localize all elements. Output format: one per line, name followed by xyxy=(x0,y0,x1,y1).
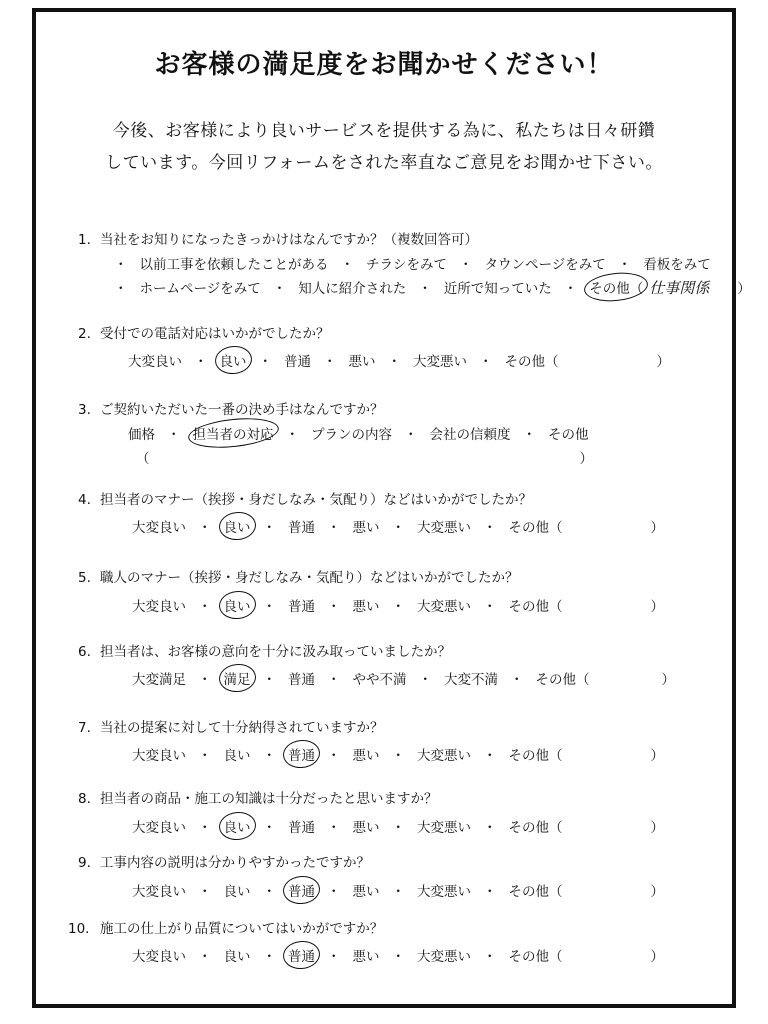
question-3-other-field xyxy=(136,447,593,467)
bullet-separator: ・ xyxy=(563,281,578,297)
question-7 xyxy=(78,716,384,736)
question-number: 2. xyxy=(78,326,91,342)
option[interactable]: 大変悪い xyxy=(417,520,471,536)
question-number: 10. xyxy=(68,921,90,937)
question-8-options: 大変良い ・ 良い ・ 普通 ・ 悪い ・ 大変悪い ・ その他（ ） xyxy=(130,816,664,836)
question-text: 当社をお知りになったきっかけはなんですか？（複数回答可） xyxy=(100,232,478,248)
question-number: 3. xyxy=(78,402,91,418)
option[interactable]: 価格 xyxy=(128,427,155,443)
option[interactable]: 悪い xyxy=(348,354,376,370)
option[interactable]: プランの内容 xyxy=(311,427,392,443)
option[interactable]: タウンページをみて xyxy=(484,257,606,273)
option[interactable]: その他（ xyxy=(535,672,590,688)
option[interactable]: 良い xyxy=(223,884,251,900)
question-6-options: 大変満足 ・ 満足 ・ 普通 ・ やや不満 ・ 大変不満 ・ その他（ ） xyxy=(130,668,675,688)
bullet-separator: ・ xyxy=(617,257,632,273)
option[interactable]: 普通 xyxy=(288,672,315,688)
option[interactable]: その他（ xyxy=(508,599,563,615)
bullet-separator: ・ xyxy=(418,281,432,297)
opening-paren: （ xyxy=(136,451,150,467)
question-6 xyxy=(78,640,451,660)
option-selected[interactable]: 普通 xyxy=(286,945,317,965)
question-number: 9. xyxy=(78,855,91,871)
option[interactable]: 知人に紹介された xyxy=(298,281,407,297)
option[interactable]: 悪い xyxy=(352,884,380,900)
bullet-separator: ・ xyxy=(114,281,128,297)
option[interactable]: 看板をみて xyxy=(643,257,711,273)
question-9-options: 大変良い ・ 良い ・ 普通 ・ 悪い ・ 大変悪い ・ その他（ ） xyxy=(130,880,664,900)
question-number: 7. xyxy=(78,720,91,736)
option[interactable]: 悪い xyxy=(352,748,380,764)
option-selected[interactable]: 普通 xyxy=(286,744,317,764)
bullet-separator: ・ xyxy=(272,281,287,297)
closing-paren: ） xyxy=(650,599,664,615)
option-selected[interactable]: 良い xyxy=(222,816,253,836)
option[interactable]: 大変良い xyxy=(132,820,186,836)
bullet-separator: ・ xyxy=(114,257,128,273)
option[interactable]: 普通 xyxy=(288,599,315,615)
option[interactable]: 悪い xyxy=(352,599,380,615)
question-8 xyxy=(78,787,438,807)
option[interactable]: 普通 xyxy=(288,520,315,536)
question-text: ご契約いただいた一番の決め手はなんですか？ xyxy=(100,402,384,418)
question-7-options: 大変良い ・ 良い ・ 普通 ・ 悪い ・ 大変悪い ・ その他（ ） xyxy=(130,744,664,764)
option[interactable]: その他（ xyxy=(508,884,563,900)
option[interactable]: その他（ xyxy=(508,949,563,965)
page-title: お客様の満足度をお聞かせください！ xyxy=(154,50,614,80)
option[interactable]: 大変悪い xyxy=(417,884,471,900)
option[interactable]: その他（ xyxy=(504,354,559,370)
question-number: 4. xyxy=(78,492,91,508)
option[interactable]: チラシをみて xyxy=(366,257,447,273)
question-number: 6. xyxy=(78,644,91,660)
option[interactable]: 大変悪い xyxy=(417,599,471,615)
option[interactable]: 大変良い xyxy=(132,599,186,615)
question-text: 担当者は、お客様の意向を十分に汲み取っていましたか？ xyxy=(100,644,451,660)
option[interactable]: 大変良い xyxy=(132,949,186,965)
option-selected[interactable]: その他（ xyxy=(587,277,645,297)
option[interactable]: 大変悪い xyxy=(417,748,471,764)
option[interactable]: 大変良い xyxy=(128,354,182,370)
option[interactable]: 良い xyxy=(223,748,251,764)
option-selected[interactable]: 担当者の対応 xyxy=(191,423,276,443)
option-selected[interactable]: 良い xyxy=(218,350,249,370)
option[interactable]: 近所で知っていた xyxy=(443,281,552,297)
question-2-options: 大変良い ・ 良い ・ 普通 ・ 悪い ・ 大変悪い ・ その他（ ） xyxy=(126,350,670,370)
option[interactable]: 大変悪い xyxy=(417,949,471,965)
question-4-options: 大変良い ・ 良い ・ 普通 ・ 悪い ・ 大変悪い ・ その他（ ） xyxy=(130,516,664,536)
option-selected[interactable]: 満足 xyxy=(222,668,253,688)
question-9 xyxy=(78,851,370,871)
question-text: 施工の仕上がり品質についてはいかがですか？ xyxy=(100,921,384,937)
closing-paren: ） xyxy=(650,884,664,900)
closing-paren: ） xyxy=(650,820,664,836)
bullet-separator: ・ xyxy=(340,257,354,273)
closing-paren: ） xyxy=(650,748,664,764)
question-text: 担当者のマナー（挨拶・身だしなみ・気配り）などはいかがでしたか？ xyxy=(100,492,532,508)
question-number: 5. xyxy=(78,570,91,586)
option[interactable]: その他（ xyxy=(508,748,563,764)
option[interactable]: 大変満足 xyxy=(132,672,186,688)
question-number: 8. xyxy=(78,791,91,807)
option[interactable]: 大変悪い xyxy=(413,354,467,370)
question-text: 職人のマナー（挨拶・身だしなみ・気配り）などはいかがでしたか？ xyxy=(100,570,519,586)
option[interactable]: 悪い xyxy=(352,520,380,536)
option[interactable]: 普通 xyxy=(284,354,311,370)
question-text: 工事内容の説明は分かりやすかったですか？ xyxy=(100,855,370,871)
question-text: 担当者の商品・施工の知識は十分だったと思いますか？ xyxy=(100,791,438,807)
question-text: 受付での電話対応はいかがでしたか？ xyxy=(100,326,330,342)
question-text: 当社の提案に対して十分納得されていますか？ xyxy=(100,720,384,736)
question-5-options: 大変良い ・ 良い ・ 普通 ・ 悪い ・ 大変悪い ・ その他（ ） xyxy=(130,595,664,615)
option-selected[interactable]: 良い xyxy=(222,595,253,615)
option[interactable]: ホームページをみて xyxy=(139,281,261,297)
question-4 xyxy=(78,488,532,508)
option-selected[interactable]: 良い xyxy=(222,516,253,536)
option[interactable]: 悪い xyxy=(352,820,380,836)
option[interactable]: 悪い xyxy=(352,949,380,965)
closing-paren: ） xyxy=(737,281,751,297)
option[interactable]: 会社の信頼度 xyxy=(429,427,511,443)
option[interactable]: 良い xyxy=(223,949,251,965)
question-10-options: 大変良い ・ 良い ・ 普通 ・ 悪い ・ 大変悪い ・ その他（ ） xyxy=(130,945,664,965)
bullet-separator: ・ xyxy=(459,257,473,273)
closing-paren: ） xyxy=(579,451,593,467)
question-2 xyxy=(78,322,330,342)
question-1 xyxy=(78,228,478,248)
option[interactable]: 大変悪い xyxy=(417,820,471,836)
intro-line-1: 今後、お客様により良いサービスを提供する為に、私たちは日々研鑽 xyxy=(112,121,656,141)
option-selected[interactable]: 普通 xyxy=(286,880,317,900)
option[interactable]: 普通 xyxy=(288,820,315,836)
handwritten-answer: 仕事関係 xyxy=(649,279,710,297)
option[interactable]: その他 xyxy=(548,427,589,443)
closing-paren: ） xyxy=(661,672,675,688)
option[interactable]: やや不満 xyxy=(352,672,407,688)
option[interactable]: その他（ xyxy=(508,820,563,836)
closing-paren: ） xyxy=(656,354,670,370)
option[interactable]: 大変良い xyxy=(132,520,186,536)
intro-line-2: しています。今回リフォームをされた率直なご意見をお聞かせ下さい。 xyxy=(105,153,663,173)
question-3-options: 価格 ・ 担当者の対応 ・ プランの内容 ・ 会社の信頼度 ・ その他 xyxy=(126,423,591,443)
option[interactable]: 大変不満 xyxy=(444,672,498,688)
question-3 xyxy=(78,398,384,418)
question-number: 1. xyxy=(78,232,91,248)
closing-paren: ） xyxy=(650,520,664,536)
question-10 xyxy=(68,917,383,937)
question-1-options-row-1 xyxy=(104,253,713,273)
option[interactable]: 大変良い xyxy=(132,884,186,900)
option[interactable]: 以前工事を依頼したことがある xyxy=(139,257,329,273)
option[interactable]: 大変良い xyxy=(132,748,186,764)
closing-paren: ） xyxy=(650,949,664,965)
question-5 xyxy=(78,566,519,586)
question-1-options-row-2 xyxy=(104,277,751,298)
option[interactable]: その他（ xyxy=(508,520,563,536)
